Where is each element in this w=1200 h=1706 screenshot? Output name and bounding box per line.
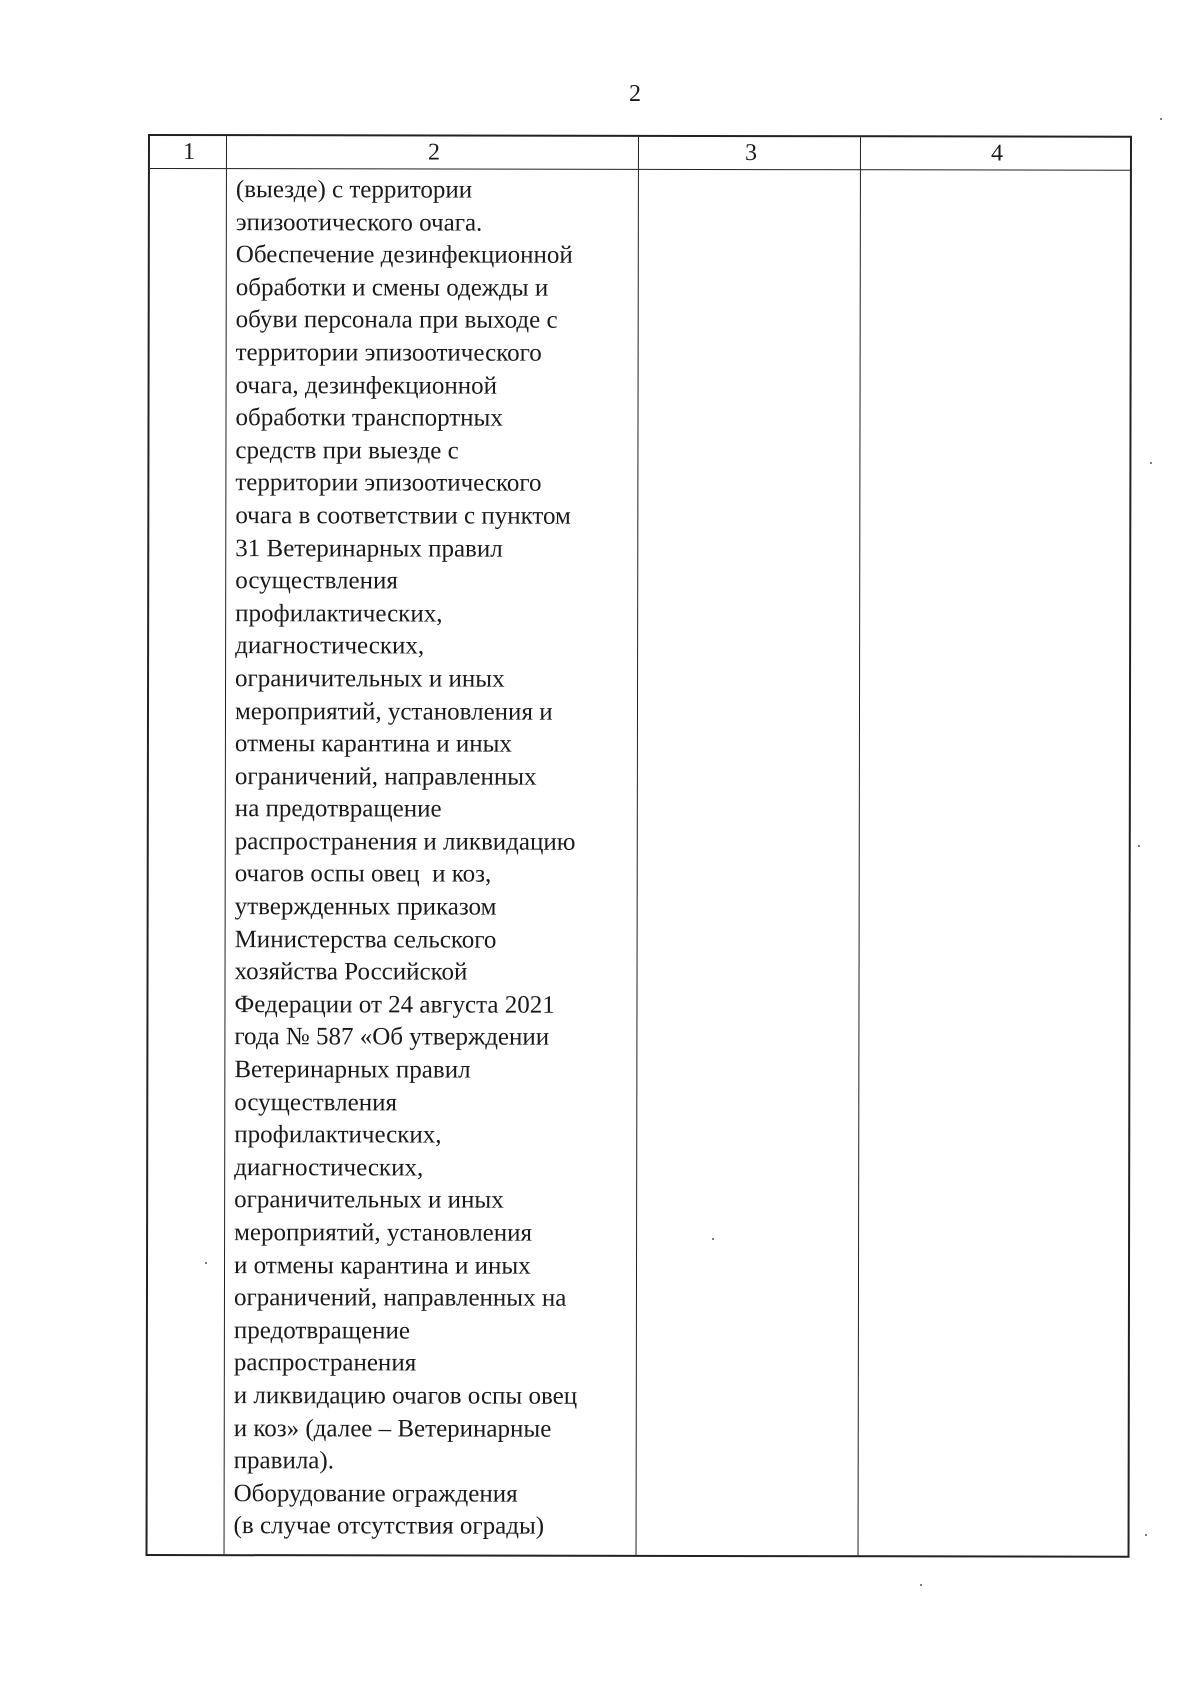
document-table <box>146 134 1132 1558</box>
text-line: мероприятий, установления и <box>234 697 553 726</box>
text-line: диагностических, <box>235 632 425 660</box>
header-cell-4: 4 <box>990 140 1003 167</box>
text-line: осуществления <box>234 1088 398 1117</box>
text-line: территории эпизоотического <box>235 339 542 367</box>
text-line: диагностических, <box>234 1153 424 1182</box>
text-line: профилактических, <box>234 1121 442 1149</box>
text-line: года № 587 «Об утверждении <box>234 1023 550 1052</box>
scan-speck <box>1138 845 1140 847</box>
text-line: обработки и смены одежды и <box>235 273 549 302</box>
table-header-row <box>150 136 1130 171</box>
scan-speck <box>920 1584 922 1586</box>
text-line: мероприятий, установления <box>234 1219 533 1247</box>
text-line: эпизоотического очага. <box>235 208 483 237</box>
text-line: ограничительных и иных <box>234 1186 504 1215</box>
text-line: (выезде) с территории <box>235 176 473 204</box>
text-line: очага в соответствии с пунктом <box>235 502 571 530</box>
text-line: и ликвидацию очагов оспы овец <box>233 1382 578 1410</box>
text-line: Федерации от 24 августа 2021 <box>234 990 555 1019</box>
text-line: предотвращение <box>233 1316 410 1345</box>
scan-speck <box>1145 1534 1147 1536</box>
text-line: осуществления <box>235 567 398 595</box>
header-cell-1: 1 <box>182 139 195 166</box>
text-line: очага, дезинфекционной <box>235 371 498 400</box>
column-divider <box>858 137 861 1555</box>
text-line: Оборудование ограждения <box>233 1479 518 1508</box>
text-line: отмены карантина и иных <box>234 730 512 758</box>
text-line: очагов оспы овец и коз, <box>234 860 492 889</box>
text-line: Министерства сельского <box>234 925 497 954</box>
text-line: хозяйства Российской <box>234 958 468 986</box>
text-line: ограничений, направленных на <box>233 1284 567 1312</box>
column-divider <box>636 137 639 1555</box>
text-line: Обеспечение дезинфекционной <box>235 241 573 269</box>
column-divider <box>224 136 227 1554</box>
text-line: ограничительных и иных <box>235 665 505 693</box>
text-line: Ветеринарных правил <box>234 1056 471 1084</box>
text-line: распространения и ликвидацию <box>234 828 576 856</box>
scan-speck <box>712 1238 714 1240</box>
text-line: обуви персонала при выходе с <box>235 306 558 335</box>
text-line: средств при выезде с <box>235 436 459 465</box>
text-line: утвержденных приказом <box>234 893 497 921</box>
text-line: (в случае отсутствия ограды) <box>233 1512 545 1541</box>
scan-speck <box>1150 462 1152 464</box>
text-line: и коз» (далее – Ветеринарные <box>233 1414 552 1443</box>
text-line: и отмены карантина и иных <box>234 1251 531 1280</box>
text-line: распространения <box>233 1349 417 1377</box>
header-cell-3: 3 <box>744 140 757 167</box>
scan-speck <box>205 1262 207 1264</box>
text-line: территории эпизоотического <box>235 469 542 498</box>
text-line: на предотвращение <box>234 795 442 823</box>
text-line: профилактических, <box>235 599 443 628</box>
text-line: ограничений, направленных <box>234 762 537 791</box>
text-line: правила). <box>233 1447 335 1475</box>
table-cell-col2 <box>234 174 636 1544</box>
text-line: 31 Ветеринарных правил <box>235 534 503 563</box>
page-number: 2 <box>629 81 641 107</box>
text-line: обработки транспортных <box>235 404 503 432</box>
header-cell-2: 2 <box>427 139 440 166</box>
scan-speck <box>1160 118 1162 120</box>
